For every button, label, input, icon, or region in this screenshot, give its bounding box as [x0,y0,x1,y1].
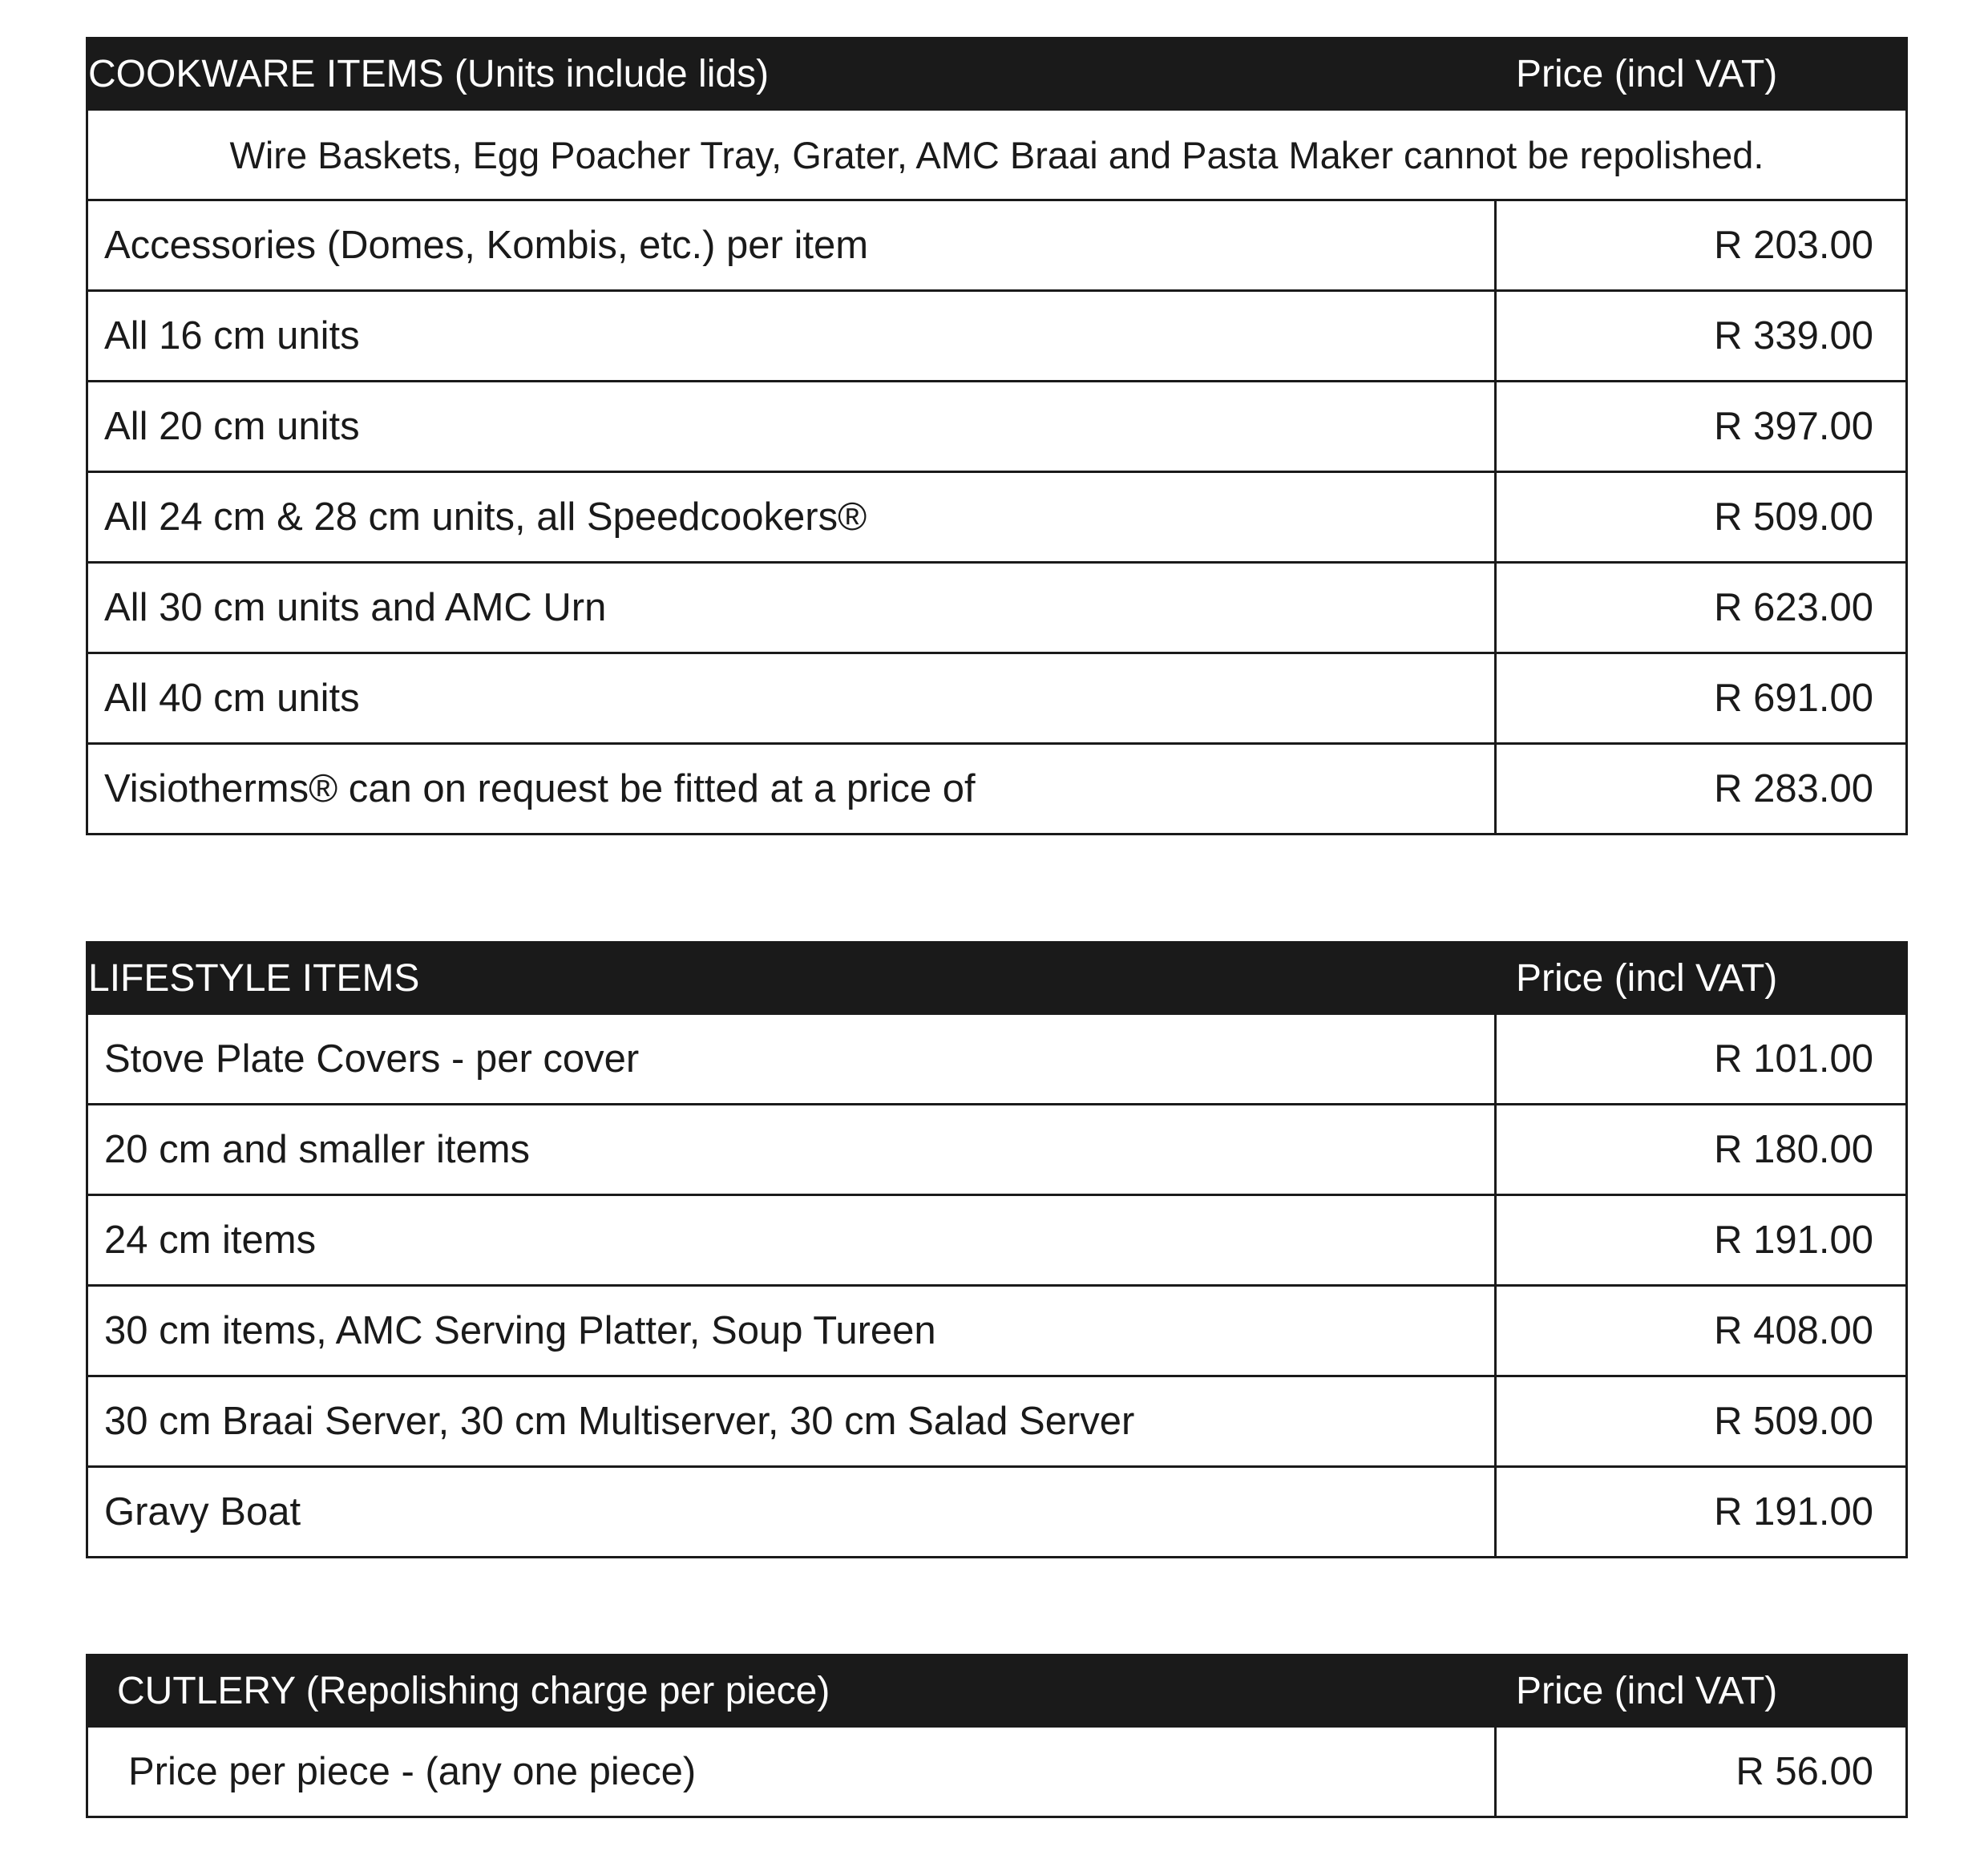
cookware-header-price: Price (incl VAT) [1496,38,1907,110]
item-price: R 191.00 [1496,1195,1907,1286]
table-row [87,382,1907,472]
table-row [87,291,1907,382]
lifestyle-price-table [86,941,1908,1558]
cookware-price-table [86,37,1908,835]
cutlery-price-table [86,1654,1908,1818]
item-name: Gravy Boat [87,1467,1496,1558]
lifestyle-header-item: LIFESTYLE ITEMS [87,943,1496,1014]
item-name: 30 cm items, AMC Serving Platter, Soup Tureen [87,1286,1496,1376]
table-row [87,1195,1907,1286]
table-row [87,1014,1907,1105]
table-row [87,1376,1907,1467]
table-row [87,472,1907,563]
table-row [87,200,1907,291]
item-price: R 203.00 [1496,200,1907,291]
item-name: All 20 cm units [87,382,1496,472]
item-name: Price per piece - (any one piece) [87,1727,1496,1817]
cutlery-header-price: Price (incl VAT) [1496,1655,1907,1727]
item-name: All 40 cm units [87,653,1496,744]
item-name: Stove Plate Covers - per cover [87,1014,1496,1105]
cutlery-header-row [87,1655,1907,1727]
item-price: R 509.00 [1496,1376,1907,1467]
item-price: R 691.00 [1496,653,1907,744]
table-row [87,1105,1907,1195]
cookware-header-item: COOKWARE ITEMS (Units include lids) [87,38,1496,110]
item-name: All 30 cm units and AMC Urn [87,563,1496,653]
item-name: Accessories (Domes, Kombis, etc.) per item [87,200,1496,291]
lifestyle-header-row [87,943,1907,1014]
item-name: Visiotherms® can on request be fitted at a price of [87,744,1496,835]
item-name: 20 cm and smaller items [87,1105,1496,1195]
item-name: All 16 cm units [87,291,1496,382]
item-price: R 623.00 [1496,563,1907,653]
item-name: 30 cm Braai Server, 30 cm Multiserver, 30 cm Salad Server [87,1376,1496,1467]
item-price: R 283.00 [1496,744,1907,835]
lifestyle-header-price: Price (incl VAT) [1496,943,1907,1014]
table-row [87,563,1907,653]
table-row [87,1727,1907,1817]
item-name: 24 cm items [87,1195,1496,1286]
item-price: R 56.00 [1496,1727,1907,1817]
table-row [87,1467,1907,1558]
cookware-note-row [87,110,1907,200]
item-price: R 101.00 [1496,1014,1907,1105]
item-price: R 397.00 [1496,382,1907,472]
table-row [87,744,1907,835]
table-row [87,653,1907,744]
cookware-header-row [87,38,1907,110]
item-name: All 24 cm & 28 cm units, all Speedcookers® [87,472,1496,563]
item-price: R 180.00 [1496,1105,1907,1195]
item-price: R 408.00 [1496,1286,1907,1376]
table-row [87,1286,1907,1376]
item-price: R 191.00 [1496,1467,1907,1558]
item-price: R 339.00 [1496,291,1907,382]
item-price: R 509.00 [1496,472,1907,563]
cookware-note: Wire Baskets, Egg Poacher Tray, Grater, AMC Braai and Pasta Maker cannot be repolished. [87,110,1907,200]
cutlery-header-item: CUTLERY (Repolishing charge per piece) [87,1655,1496,1727]
